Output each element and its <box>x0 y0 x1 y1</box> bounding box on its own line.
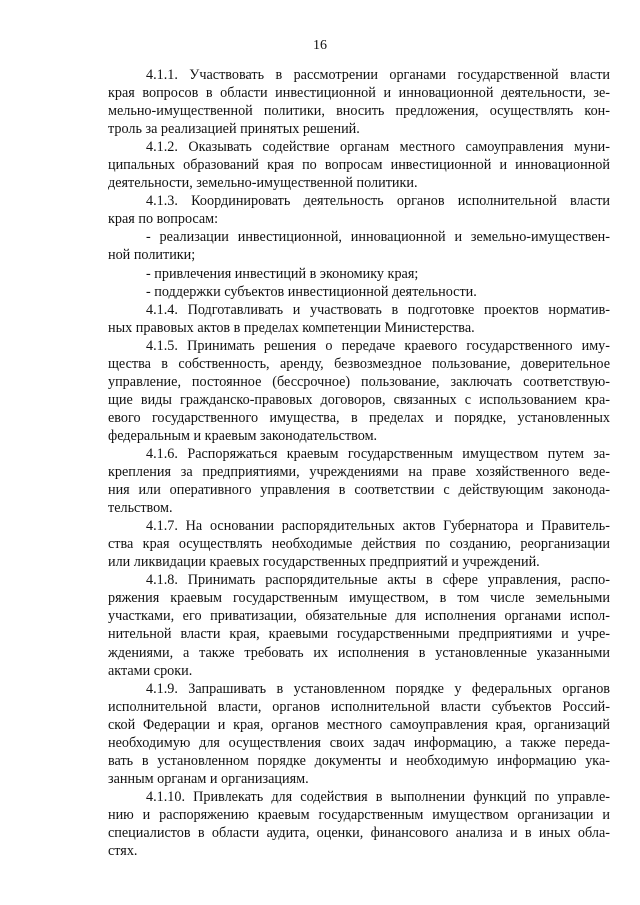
paragraph-4-1-3-c <box>108 283 610 301</box>
paragraph-line: ных правовых актов в пределах компетенции Министерства. <box>108 319 475 336</box>
paragraph-line: необходимую для осуществления своих задач информацию, а также переда- <box>108 734 610 751</box>
paragraph-line: края вопросов в области инвестиционной и инновационной деятельности, зе- <box>108 85 610 102</box>
paragraph-4-1-3-a <box>108 228 610 264</box>
paragraph-line: федеральным и краевым законодательством. <box>108 427 378 444</box>
paragraph-line: ния или оперативного управления в соответствии с действующим законода- <box>108 482 610 499</box>
paragraph-line: 4.1.2. Оказывать содействие органам местного самоуправления муни- <box>146 139 610 156</box>
paragraph-line: специалистов в области аудита, оценки, финансового анализа и в иных обла- <box>108 824 610 841</box>
paragraph-line: мельно-имущественной политики, вносить предложения, осуществлять кон- <box>108 103 610 120</box>
paragraph-4-1-3-b <box>108 265 610 283</box>
paragraph-line: крепления за предприятиями, учреждениями на праве хозяйственного веде- <box>108 464 610 481</box>
paragraph-line: участками, его приватизации, обязательные для исполнения органами испол- <box>108 608 610 625</box>
paragraph-4-1-6 <box>108 445 610 517</box>
paragraph-line: актами сроки. <box>108 662 193 679</box>
paragraph-line: ципальных образований края по вопросам инвестиционной и инновационной <box>108 157 610 174</box>
paragraph-line: или ликвидации краевых государственных предприятий и учреждений. <box>108 554 540 571</box>
paragraph-4-1-9 <box>108 680 610 788</box>
paragraph-line: 4.1.4. Подготавливать и участвовать в подготовке проектов норматив- <box>146 301 610 318</box>
paragraph-line: щества в собственность, аренду, безвозмездное пользование, доверительное <box>108 355 610 372</box>
paragraph-line: нительной власти края, краевыми государственными предприятиями и учре- <box>108 626 610 643</box>
paragraph-line: 4.1.6. Распоряжаться краевым государственным имуществом путем за- <box>146 445 610 462</box>
paragraph-line: 4.1.5. Принимать решения о передаче краевого государственного иму- <box>146 337 610 354</box>
paragraph-line: края по вопросам: <box>108 211 219 228</box>
paragraph-4-1-8 <box>108 571 610 679</box>
paragraph-line: 4.1.7. На основании распорядительных актов Губернатора и Правитель- <box>146 518 610 535</box>
paragraph-line: ской Федерации и края, органов местного самоуправления края, организаций <box>108 716 610 733</box>
paragraph-line: - поддержки субъектов инвестиционной деятельности. <box>146 283 477 300</box>
paragraph-line: - привлечения инвестиций в экономику края; <box>146 265 419 282</box>
paragraph-line: - реализации инвестиционной, инновационной и земельно-имуществен- <box>146 229 610 246</box>
paragraph-line: исполнительной власти, органов исполнительной власти субъектов Россий- <box>108 698 610 715</box>
paragraph-line: тельством. <box>108 500 173 517</box>
paragraph-line: нию и распоряжению краевым государственным имуществом организации и <box>108 806 610 823</box>
paragraph-line: занным органам и организациям. <box>108 770 309 787</box>
paragraph-4-1-3 <box>108 192 610 228</box>
paragraph-4-1-5 <box>108 337 610 445</box>
paragraph-line: ства края осуществлять необходимые действия по созданию, реорганизации <box>108 536 610 553</box>
paragraph-line: ждениями, а также требовать их исполнения в установленные указанными <box>108 644 610 661</box>
paragraph-line: 4.1.10. Привлекать для содействия в выполнении функций по управле- <box>146 788 610 805</box>
paragraph-line: 4.1.8. Принимать распорядительные акты в сфере управления, распо- <box>146 572 610 589</box>
paragraph-line: вать в установленном порядке документы и необходимую информацию ука- <box>108 752 610 769</box>
paragraph-4-1-1 <box>108 66 610 138</box>
paragraph-line: евого государственного имущества, в пределах и порядке, установленных <box>108 409 610 426</box>
paragraph-line: щие виды гражданско-правовых договоров, связанных с использованием кра- <box>108 391 610 408</box>
paragraph-line: 4.1.1. Участвовать в рассмотрении органами государственной власти <box>146 67 610 83</box>
paragraph-4-1-4 <box>108 301 610 337</box>
paragraph-4-1-10 <box>108 788 610 860</box>
document-body <box>108 66 610 860</box>
paragraph-line: троль за реализацией принятых решений. <box>108 121 360 138</box>
paragraph-line: ной политики; <box>108 247 196 264</box>
paragraph-4-1-2 <box>108 138 610 192</box>
paragraph-line: ряжения краевым государственным имуществом, в том числе земельными <box>108 590 610 607</box>
paragraph-line: 4.1.3. Координировать деятельность органов исполнительной власти <box>146 193 610 210</box>
paragraph-line: деятельности, земельно-имущественной политики. <box>108 175 418 192</box>
paragraph-line: стях. <box>108 843 138 860</box>
paragraph-line: 4.1.9. Запрашивать в установленном порядке у федеральных органов <box>146 680 610 697</box>
paragraph-line: управление, постоянное (бессрочное) пользование, заключать соответствую- <box>108 373 610 390</box>
page-number: 16 <box>313 38 327 53</box>
paragraph-4-1-7 <box>108 517 610 571</box>
